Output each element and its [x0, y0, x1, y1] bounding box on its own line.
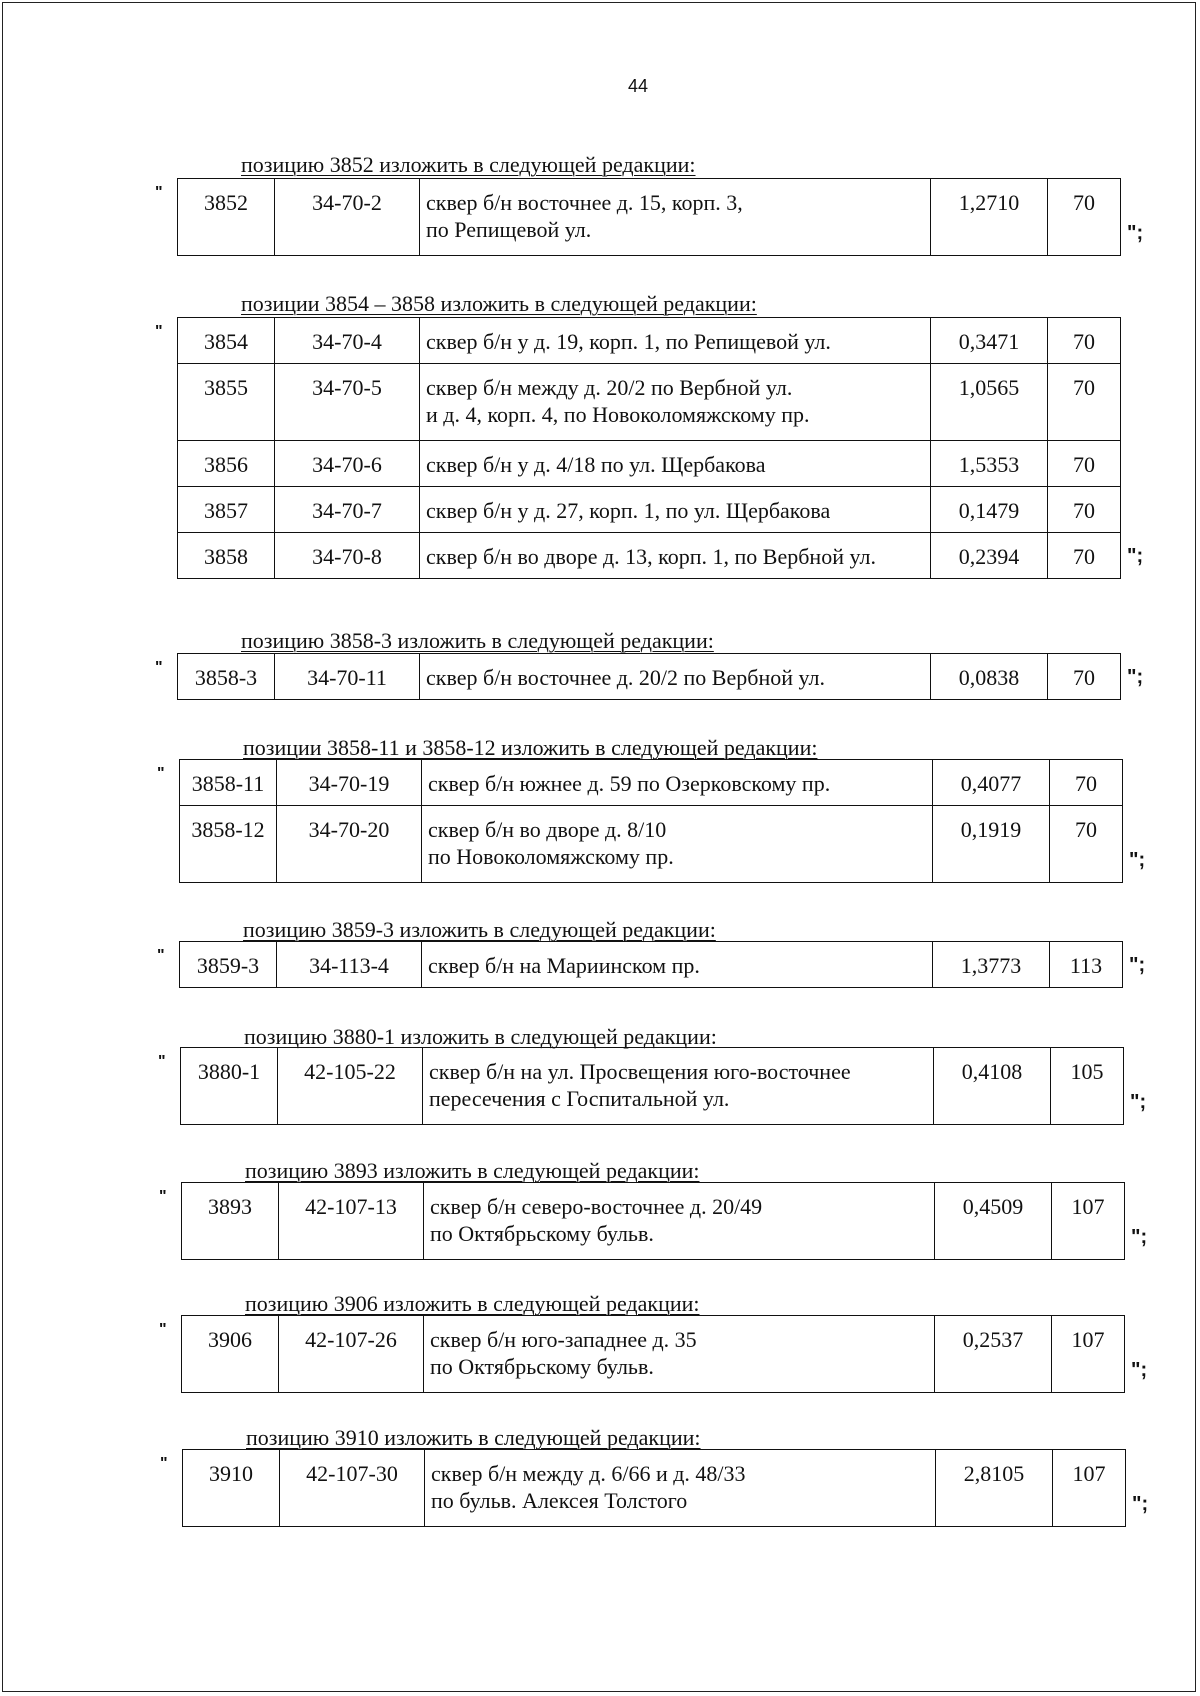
- area-cell: 0,1479: [931, 487, 1048, 533]
- description-line: сквер б/н во дворе д. 13, корп. 1, по Вербной ул.: [426, 544, 876, 569]
- description-cell: [420, 364, 931, 441]
- table-row: [182, 1183, 1125, 1260]
- area-cell: 1,5353: [931, 441, 1048, 487]
- register-table: [182, 1449, 1126, 1527]
- position-number-cell: 3893: [182, 1183, 279, 1260]
- position-number-cell: 3858-3: [178, 654, 275, 700]
- closing-quote: ";: [1130, 1091, 1147, 1113]
- description-cell: [420, 179, 931, 256]
- register-table: [179, 941, 1123, 988]
- zone-code-cell: 34-70-19: [277, 760, 422, 806]
- section-heading: позицию 3852 изложить в следующей редакции:: [241, 152, 696, 177]
- closing-quote: ";: [1127, 222, 1144, 244]
- register-table: [181, 1182, 1125, 1260]
- closing-quote: ";: [1127, 545, 1144, 567]
- zone-code-cell: 34-70-8: [275, 533, 420, 579]
- zone-number-cell: 70: [1048, 487, 1121, 533]
- section-heading: позиции 3858-11 и 3858-12 изложить в следующей редакции:: [243, 735, 818, 760]
- zone-code-cell: 34-113-4: [277, 942, 422, 988]
- description-cell: [420, 318, 931, 364]
- area-cell: 0,1919: [933, 806, 1050, 883]
- description-line: сквер б/н между д. 6/66 и д. 48/33: [431, 1461, 746, 1486]
- position-number-cell: 3880-1: [181, 1048, 278, 1125]
- zone-number-cell: 70: [1050, 760, 1123, 806]
- description-line: по Новоколомяжскому пр.: [428, 844, 674, 869]
- opening-quote: ": [155, 184, 163, 201]
- description-cell: [423, 1048, 934, 1125]
- description-cell: [420, 533, 931, 579]
- register-table: [177, 653, 1121, 700]
- register-table: [177, 317, 1121, 579]
- position-number-cell: 3859-3: [180, 942, 277, 988]
- position-number-cell: 3858-11: [180, 760, 277, 806]
- table-row: [178, 179, 1121, 256]
- zone-number-cell: 70: [1048, 654, 1121, 700]
- zone-number-cell: 107: [1052, 1183, 1125, 1260]
- opening-quote: ": [159, 1188, 167, 1205]
- area-cell: 0,2394: [931, 533, 1048, 579]
- description-line: сквер б/н у д. 19, корп. 1, по Репищевой ул.: [426, 329, 831, 354]
- position-number-cell: 3857: [178, 487, 275, 533]
- description-cell: [422, 806, 933, 883]
- table-row: [183, 1450, 1126, 1527]
- description-line: сквер б/н на Мариинском пр.: [428, 953, 700, 978]
- description-line: сквер б/н северо-восточнее д. 20/49: [430, 1194, 763, 1219]
- area-cell: 1,0565: [931, 364, 1048, 441]
- closing-quote: ";: [1129, 849, 1146, 871]
- area-cell: 2,8105: [936, 1450, 1053, 1527]
- description-line: по бульв. Алексея Толстого: [431, 1488, 688, 1513]
- register-table: [179, 759, 1123, 883]
- description-cell: [422, 760, 933, 806]
- description-line: сквер б/н между д. 20/2 по Вербной ул.: [426, 375, 793, 400]
- position-number-cell: 3858: [178, 533, 275, 579]
- zone-code-cell: 42-107-30: [280, 1450, 425, 1527]
- description-line: сквер б/н у д. 4/18 по ул. Щербакова: [426, 452, 766, 477]
- position-number-cell: 3856: [178, 441, 275, 487]
- opening-quote: ": [158, 1053, 166, 1070]
- zone-code-cell: 34-70-5: [275, 364, 420, 441]
- zone-code-cell: 34-70-7: [275, 487, 420, 533]
- register-table: [177, 178, 1121, 256]
- section-heading: позиции 3854 – 3858 изложить в следующей редакции:: [241, 291, 757, 316]
- description-cell: [422, 942, 933, 988]
- closing-quote: ";: [1132, 1493, 1149, 1515]
- section-heading: позицию 3893 изложить в следующей редакции:: [245, 1158, 700, 1183]
- description-cell: [425, 1450, 936, 1527]
- table-row: [178, 654, 1121, 700]
- description-line: сквер б/н у д. 27, корп. 1, по ул. Щербакова: [426, 498, 831, 523]
- description-line: сквер б/н южнее д. 59 по Озерковскому пр.: [428, 771, 831, 796]
- zone-number-cell: 105: [1051, 1048, 1124, 1125]
- table-row: [178, 364, 1121, 441]
- area-cell: 0,4509: [935, 1183, 1052, 1260]
- description-line: по Октябрьскому бульв.: [430, 1221, 654, 1246]
- zone-number-cell: 70: [1050, 806, 1123, 883]
- area-cell: 1,3773: [933, 942, 1050, 988]
- description-line: сквер б/н во дворе д. 8/10: [428, 817, 667, 842]
- description-line: по Репищевой ул.: [426, 217, 592, 242]
- register-table: [180, 1047, 1124, 1125]
- zone-number-cell: 70: [1048, 533, 1121, 579]
- table-row: [180, 942, 1123, 988]
- area-cell: 0,4077: [933, 760, 1050, 806]
- opening-quote: ": [160, 1455, 168, 1472]
- description-line: и д. 4, корп. 4, по Новоколомяжскому пр.: [426, 402, 810, 427]
- register-table: [181, 1315, 1125, 1393]
- zone-code-cell: 34-70-6: [275, 441, 420, 487]
- area-cell: 0,4108: [934, 1048, 1051, 1125]
- section-heading: позицию 3859-3 изложить в следующей редакции:: [243, 917, 716, 942]
- page-number: 44: [628, 76, 649, 96]
- description-cell: [424, 1316, 935, 1393]
- description-line: сквер б/н юго-западнее д. 35: [430, 1327, 697, 1352]
- section-heading: позицию 3880-1 изложить в следующей редакции:: [244, 1024, 717, 1049]
- description-line: сквер б/н на ул. Просвещения юго-восточнее: [429, 1059, 851, 1084]
- description-line: по Октябрьскому бульв.: [430, 1354, 654, 1379]
- area-cell: 0,2537: [935, 1316, 1052, 1393]
- description-cell: [420, 441, 931, 487]
- opening-quote: ": [155, 323, 163, 340]
- description-cell: [420, 654, 931, 700]
- opening-quote: ": [157, 765, 165, 782]
- description-line: сквер б/н восточнее д. 20/2 по Вербной ул.: [426, 665, 825, 690]
- closing-quote: ";: [1127, 666, 1144, 688]
- zone-number-cell: 70: [1048, 179, 1121, 256]
- description-cell: [420, 487, 931, 533]
- zone-number-cell: 107: [1052, 1316, 1125, 1393]
- description-cell: [424, 1183, 935, 1260]
- closing-quote: ";: [1131, 1226, 1148, 1248]
- table-row: [178, 318, 1121, 364]
- zone-code-cell: 34-70-20: [277, 806, 422, 883]
- zone-code-cell: 42-107-26: [279, 1316, 424, 1393]
- position-number-cell: 3852: [178, 179, 275, 256]
- position-number-cell: 3910: [183, 1450, 280, 1527]
- zone-code-cell: 34-70-2: [275, 179, 420, 256]
- description-line: сквер б/н восточнее д. 15, корп. 3,: [426, 190, 743, 215]
- zone-number-cell: 70: [1048, 318, 1121, 364]
- zone-number-cell: 107: [1053, 1450, 1126, 1527]
- table-row: [180, 760, 1123, 806]
- zone-number-cell: 70: [1048, 441, 1121, 487]
- section-heading: позицию 3906 изложить в следующей редакции:: [245, 1291, 700, 1316]
- opening-quote: ": [155, 659, 163, 676]
- position-number-cell: 3855: [178, 364, 275, 441]
- table-row: [178, 533, 1121, 579]
- table-row: [178, 441, 1121, 487]
- position-number-cell: 3854: [178, 318, 275, 364]
- position-number-cell: 3906: [182, 1316, 279, 1393]
- area-cell: 0,0838: [931, 654, 1048, 700]
- zone-code-cell: 34-70-4: [275, 318, 420, 364]
- position-number-cell: 3858-12: [180, 806, 277, 883]
- zone-code-cell: 42-105-22: [278, 1048, 423, 1125]
- closing-quote: ";: [1131, 1359, 1148, 1381]
- opening-quote: ": [159, 1321, 167, 1338]
- table-row: [182, 1316, 1125, 1393]
- table-row: [180, 806, 1123, 883]
- table-row: [181, 1048, 1124, 1125]
- section-heading: позицию 3858-3 изложить в следующей редакции:: [241, 628, 714, 653]
- zone-code-cell: 42-107-13: [279, 1183, 424, 1260]
- description-line: пересечения с Госпитальной ул.: [429, 1086, 730, 1111]
- closing-quote: ";: [1129, 954, 1146, 976]
- zone-number-cell: 70: [1048, 364, 1121, 441]
- area-cell: 1,2710: [931, 179, 1048, 256]
- zone-number-cell: 113: [1050, 942, 1123, 988]
- area-cell: 0,3471: [931, 318, 1048, 364]
- section-heading: позицию 3910 изложить в следующей редакции:: [246, 1425, 701, 1450]
- opening-quote: ": [157, 947, 165, 964]
- zone-code-cell: 34-70-11: [275, 654, 420, 700]
- table-row: [178, 487, 1121, 533]
